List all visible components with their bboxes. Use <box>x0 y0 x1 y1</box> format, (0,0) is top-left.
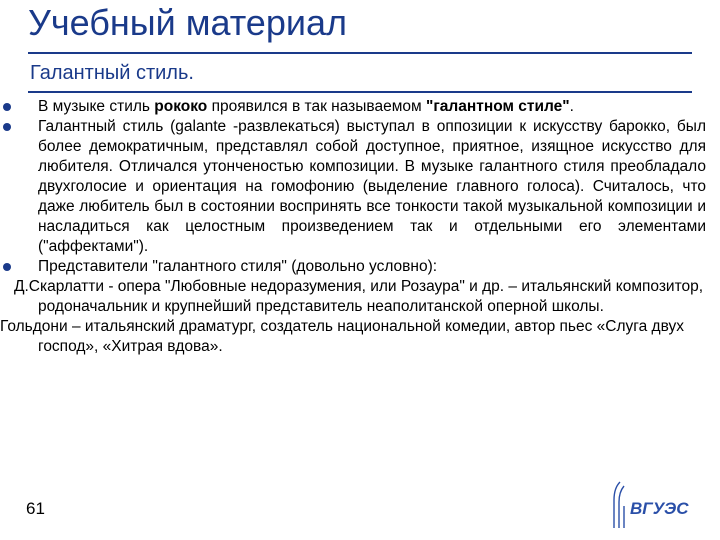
page-number: 61 <box>26 499 45 518</box>
bullet-text-lead: В музыке стиль <box>38 98 155 115</box>
body-paragraph: Гольдони – итальянский драматург, создатель национальной комедии, автор пьес «Слуга двух господ», «Хитрая вдова». <box>0 318 684 355</box>
bullet-text: Галантный стиль (galante -развлекаться) выступал в оппозиции к искусству барокко, был более демократичным, представлял собой доступное, приятное, изящное искусство для любителя. Отличался утонченостью композиции. В музыке галантного стиля преобладало двухголосие и ориентация на гомофонию (выделение главного голоса). Считалось, что даже любитель был в состоянии воспринять все тонкости такой музыкальной композиции и насладиться как целостным произведением так и отдельными его элементами ("аффектами"). <box>38 118 706 255</box>
subtitle-divider <box>28 91 692 93</box>
bullet-item <box>0 117 706 257</box>
bullet-icon <box>3 263 11 271</box>
bullet-icon <box>3 103 11 111</box>
bullet-item <box>0 257 706 277</box>
university-logo <box>608 478 704 532</box>
bullet-text-mid: проявился в так называемом <box>207 98 426 115</box>
bullet-text-bold: рококо <box>154 98 208 115</box>
logo-text: ВГУЭС <box>630 499 689 518</box>
slide-body <box>0 97 706 357</box>
body-paragraph: Д.Скарлатти - опера "Любовные недоразумения, или Розаура" и др. – итальянский композитор, родоначальник и крупнейший представитель неаполитанской оперной школы. <box>14 278 704 315</box>
bullet-text: Представители "галантного стиля" (довольно условно): <box>38 258 438 275</box>
bullet-text-bold: "галантном стиле" <box>425 98 570 115</box>
page-title: Учебный материал <box>28 2 347 43</box>
bullet-icon <box>3 123 11 131</box>
page-subtitle: Галантный стиль. <box>30 62 194 84</box>
title-divider <box>28 52 692 54</box>
bullet-text-tail: . <box>569 98 574 115</box>
bullet-item <box>0 97 706 117</box>
